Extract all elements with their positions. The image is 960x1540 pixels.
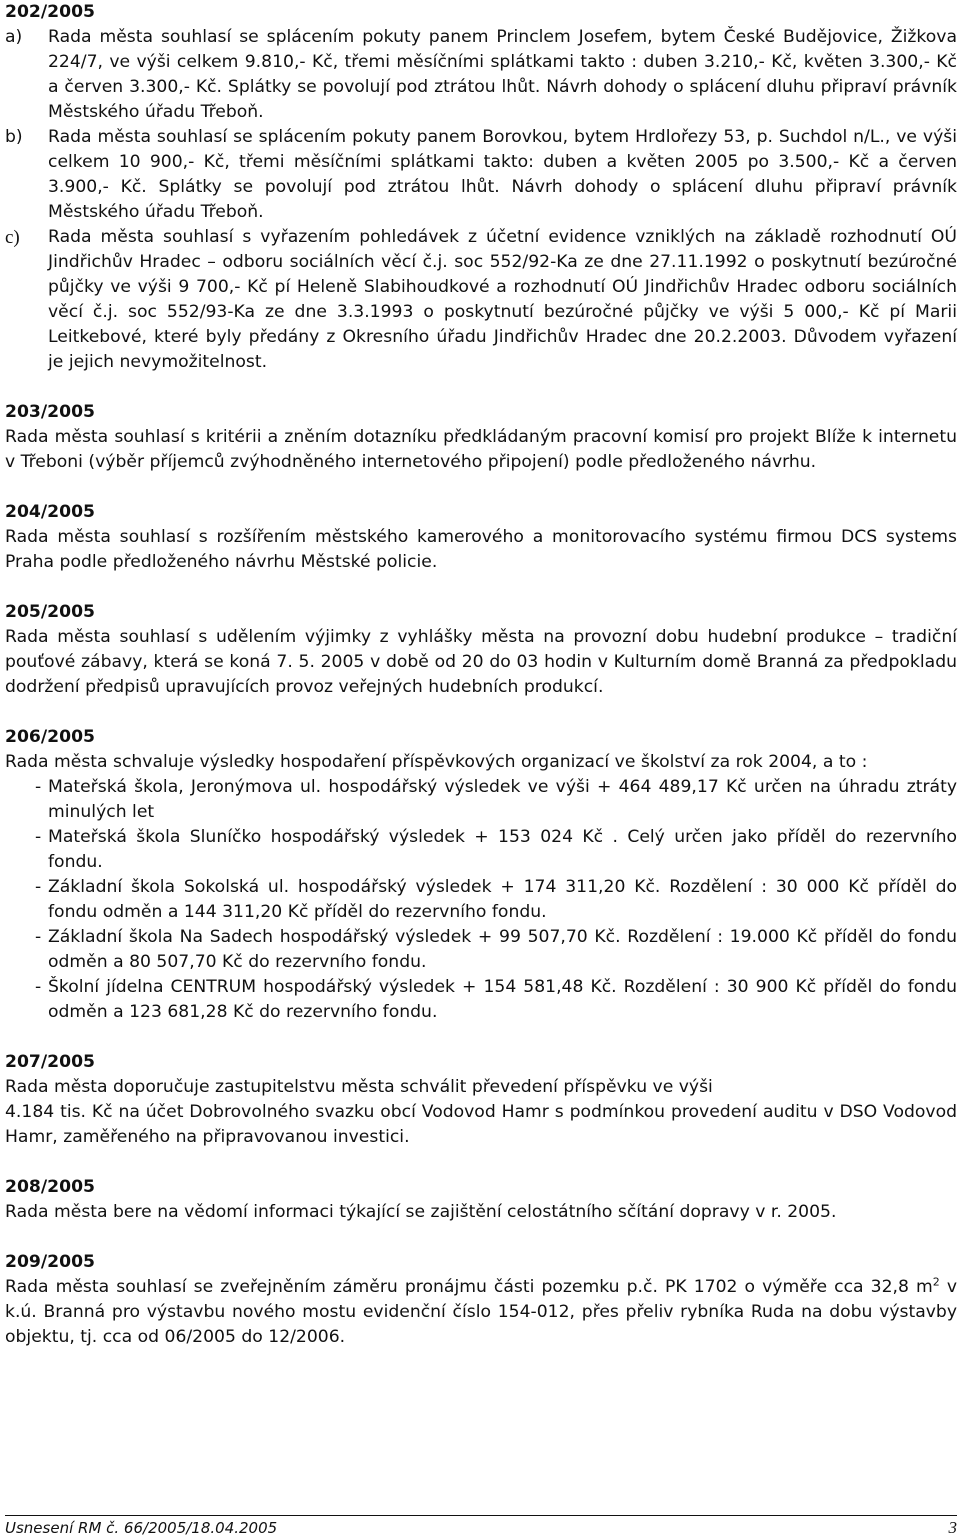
resolution-heading: 203/2005 [5,402,95,422]
resolution-heading: 206/2005 [5,727,95,747]
page-number: 3 [948,1518,957,1537]
list-item [5,875,957,925]
bullet-dash: - [35,877,42,897]
list-item [5,225,957,375]
resolution-text: Rada města doporučuje zastupitelstvu města schválit převedení příspěvku ve výši [5,1077,713,1097]
item-text: Mateřská škola Sluníčko hospodářský výsledek + 153 024 Kč . Celý určen jako příděl do rezervního fondu. [48,827,957,872]
list-item [5,25,957,125]
resolution-209 [5,1250,957,1350]
bullet-dash: - [35,827,42,847]
resolution-text: Rada města schvaluje výsledky hospodaření příspěvkových organizací ve školství za rok 2004, a to : [5,752,868,772]
page-footer [5,1515,957,1540]
item-text: Základní škola Sokolská ul. hospodářský výsledek + 174 311,20 Kč. Rozdělení : 30 000 Kč příděl do fondu odměn a 144 311,20 Kč příděl do rezervního fondu. [48,877,957,922]
bullet-dash: - [35,977,42,997]
item-label: c) [5,227,20,248]
resolution-text-continued: v k.ú. Branná pro výstavbu nového mostu evidenční číslo 154-012, přes přeliv rybníka Ruda na dobu výstavby objektu, tj. cca od 06/2005 do 12/2006. [5,1277,957,1347]
resolution-heading: 209/2005 [5,1252,95,1272]
list-item [5,125,957,225]
resolution-heading: 204/2005 [5,502,95,522]
resolution-text: Rada města souhlasí s udělením výjimky z vyhlášky města na provozní dobu hudební produkce – tradiční pouťové zábavy, která se koná 7. 5. 2005 v době od 20 do 03 hodin v Kulturním domě Branná za předpokladu dodržení předpisů upravujících provoz veřejných hudebních produkcí. [5,627,957,697]
resolution-heading: 202/2005 [5,2,95,22]
resolution-text [5,1275,957,1350]
resolution-text: Rada města souhlasí s rozšířením městského kamerového a monitorovacího systému firmou DCS systems Praha podle předloženého návrhu Městské policie. [5,527,957,572]
document-page [5,0,957,1375]
resolution-heading: 205/2005 [5,602,95,622]
list-item [5,775,957,825]
bullet-dash: - [35,777,42,797]
resolution-205 [5,600,957,700]
resolution-text: Rada města souhlasí s kritérii a zněním dotazníku předkládaným pracovní komisí pro projekt Blíže k internetu v Třeboni (výběr příjemců zvýhodněného internetového připojení) podle předloženého návrhu. [5,427,957,472]
list-item [5,975,957,1025]
list-item [5,925,957,975]
resolution-heading: 208/2005 [5,1177,95,1197]
item-text: Mateřská škola, Jeronýmova ul. hospodářský výsledek ve výši + 464 489,17 Kč určen na úhradu ztráty minulých let [48,777,957,822]
resolution-heading: 207/2005 [5,1052,95,1072]
resolution-206 [5,725,957,1025]
item-label: a) [5,27,23,47]
resolution-text-main: Rada města souhlasí se zveřejněním záměru pronájmu části pozemku p.č. PK 1702 o výměře cca 32,8 m [5,1277,933,1297]
item-text: Školní jídelna CENTRUM hospodářský výsledek + 154 581,48 Kč. Rozdělení : 30 900 Kč příděl do fondu odměn a 123 681,28 Kč do rezervního fondu. [48,977,957,1022]
item-text: Rada města souhlasí se splácením pokuty panem Princlem Josefem, bytem České Budějovice, Žižkova 224/7, ve výši celkem 9.810,- Kč, třemi měsíčními splátkami takto : duben 3.210,- Kč, květen 3.300,- Kč a červen 3.300,- Kč. Splátky se povolují pod ztrátou lhůt. Návrh dohody o splácení dluhu připraví právník Městského úřadu Třeboň. [48,27,957,122]
resolution-204 [5,500,957,575]
resolution-202 [5,0,957,375]
list-item [5,825,957,875]
item-text: Rada města souhlasí s vyřazením pohledávek z účetní evidence vzniklých na základě rozhodnutí OÚ Jindřichův Hradec – odboru sociálních věcí č.j. soc 552/92-Ka ze dne 27.11.1992 o poskytnutí bezúročné půjčky ve výši 9 700,- Kč pí Heleně Slabihoudkové a rozhodnutí OÚ Jindřichův Hradec odboru sociálních věcí č.j. soc 552/93-Ka ze dne 3.3.1993 o poskytnutí bezúročné půjčky ve výši 5 000,- Kč pí Marii Leitkebové, které byly předány z Okresního úřadu Jindřichův Hradec dne 20.2.2003. Důvodem vyřazení je jejich nevymožitelnost. [48,227,957,372]
item-text: Základní škola Na Sadech hospodářský výsledek + 99 507,70 Kč. Rozdělení : 19.000 Kč příděl do fondu odměn a 80 507,70 Kč do rezervního fondu. [48,927,957,972]
footer-reference: Usnesení RM č. 66/2005/18.04.2005 [5,1519,278,1537]
resolution-text: Rada města bere na vědomí informaci týkající se zajištění celostátního sčítání dopravy v r. 2005. [5,1202,837,1222]
bullet-dash: - [35,927,42,947]
resolution-text-continued: 4.184 tis. Kč na účet Dobrovolného svazku obcí Vodovod Hamr s podmínkou provedení auditu v DSO Vodovod Hamr, zaměřeného na připravovanou investici. [5,1102,957,1147]
resolution-208 [5,1175,957,1225]
item-label: b) [5,127,23,147]
item-text: Rada města souhlasí se splácením pokuty panem Borovkou, bytem Hrdlořezy 53, p. Suchdol n/L., ve výši celkem 10 900,- Kč, třemi měsíčními splátkami takto: duben a květen 2005 po 3.500,- Kč a červen 3.900,- Kč. Splátky se povolují pod ztrátou lhůt. Návrh dohody o splácení dluhu připraví právník Městského úřadu Třeboň. [48,127,957,222]
resolution-203 [5,400,957,475]
resolution-207 [5,1050,957,1150]
superscript: 2 [932,1275,940,1289]
